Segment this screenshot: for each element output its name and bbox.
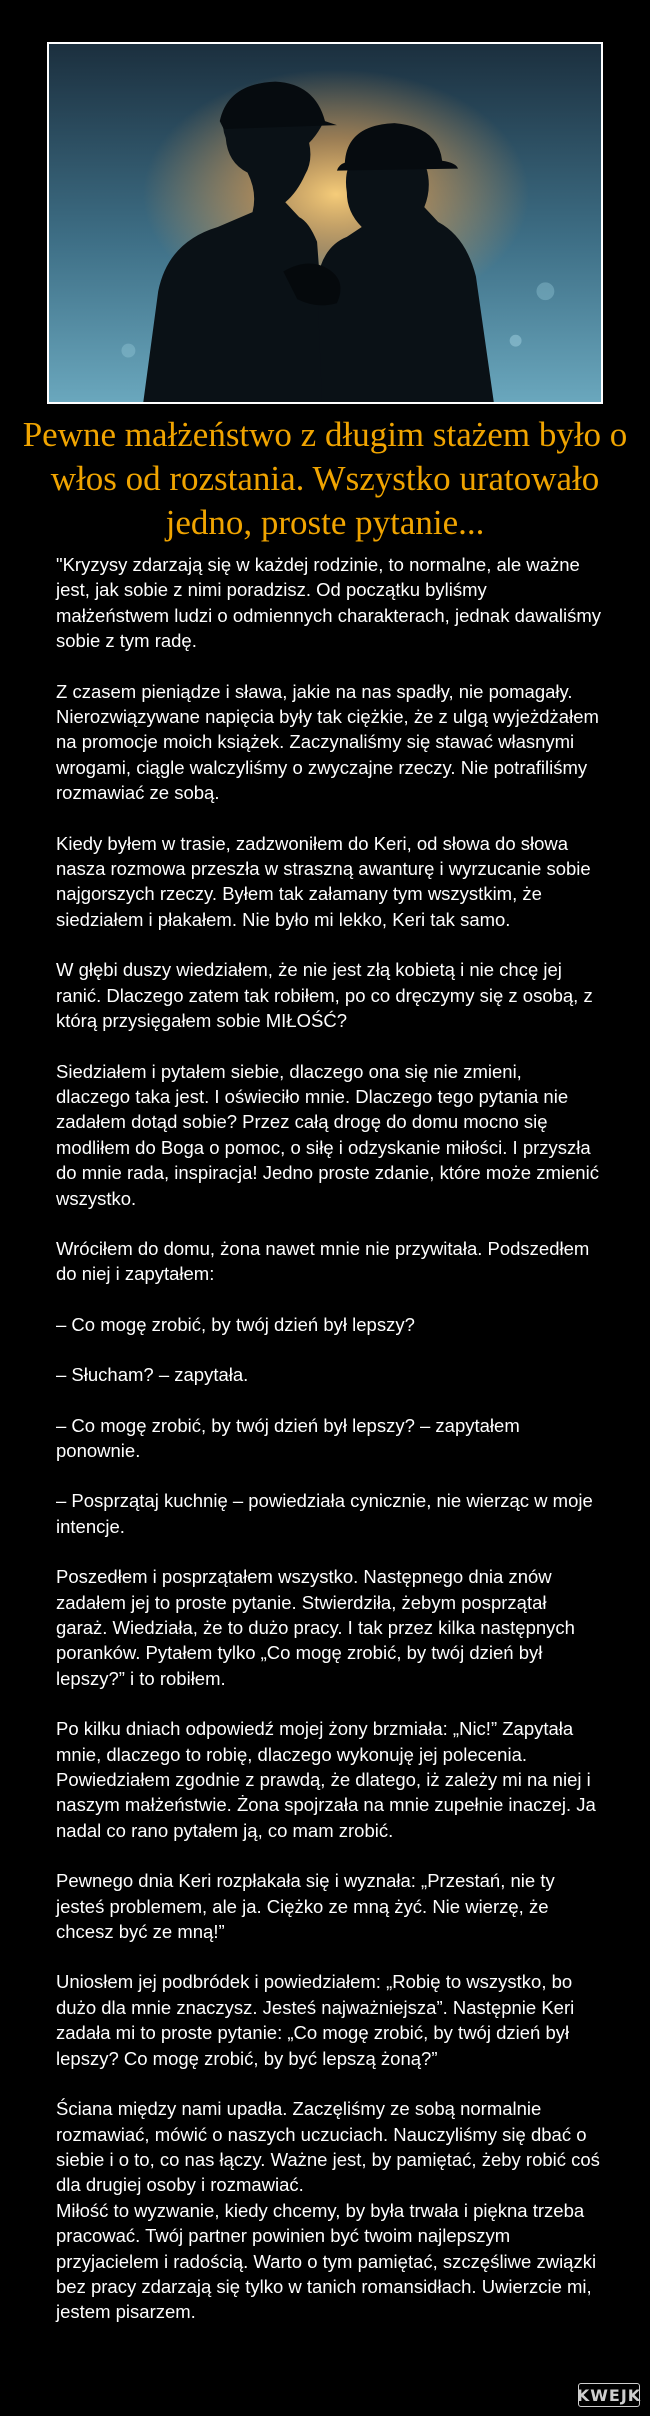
- paragraph: Siedziałem i pytałem siebie, dlaczego ona się nie zmieni, dlaczego taka jest. I oświeciło mnie. Dlaczego tego pytania nie zadałem dotąd sobie? Przez całą drogę do domu mocno się modliłem do Boga o pomoc, o siłę i odzyskanie miłości. I przyszła do mnie rada, inspiracja! Jedno proste zdanie, które może zmienić wszystko.: [56, 1060, 599, 1209]
- paragraph: "Kryzysy zdarzają się w każdej rodzinie, to normalne, ale ważne jest, jak sobie z nimi poradzisz. Od początku byliśmy małżeństwem ludzi o odmiennych charakterach, jednak dawaliśmy sobie z tym radę.: [56, 554, 601, 652]
- paragraph: – Co mogę zrobić, by twój dzień był lepszy?: [56, 1313, 415, 1335]
- paragraph: Pewnego dnia Keri rozpłakała się i wyznała: „Przestań, nie ty jesteś problemem, ale ja. Ciężko ze mną żyć. Nie wierzę, że chcesz być ze mną!”: [56, 1870, 555, 1943]
- paragraph: Z czasem pieniądze i sława, jakie na nas spadły, nie pomagały. Nierozwiązywane napięcia były tak ciężkie, że z ulgą wyjeżdżałem na promocje moich książek. Zaczynaliśmy się stawać własnymi wrogami, ciągle walczyliśmy o zwyczajne rzeczy. Nie potrafiliśmy rozmawiać ze sobą.: [56, 680, 599, 804]
- paragraph: Kiedy byłem w trasie, zadzwoniłem do Keri, od słowa do słowa nasza rozmowa przeszła w straszną awanturę i wyrzucanie sobie najgorszych rzeczy. Byłem tak załamany tym wszystkim, że siedziałem i płakałem. Nie było mi lekko, Keri tak samo.: [56, 832, 591, 930]
- paragraph: W głębi duszy wiedziałem, że nie jest złą kobietą i nie chcę jej ranić. Dlaczego zatem tak robiłem, po co dręczymy się z osobą, z którą przysięgałem sobie MIŁOŚĆ?: [56, 959, 593, 1032]
- couple-photo: [47, 42, 603, 404]
- couple-silhouette-photo-icon: [49, 44, 601, 402]
- paragraph: Wróciłem do domu, żona nawet mnie nie przywitała. Podszedłem do niej i zapytałem:: [56, 1237, 590, 1285]
- headline: Pewne małżeństwo z długim stażem było o włos od rozstania. Wszystko uratowało jedno, proste pytanie...: [22, 415, 628, 542]
- paragraph: – Co mogę zrobić, by twój dzień był lepszy? – zapytałem ponownie.: [56, 1414, 520, 1461]
- paragraph: – Słucham? – zapytała.: [56, 1364, 249, 1386]
- kwejk-logo[interactable]: KWEJK: [578, 2383, 640, 2407]
- paragraph: Poszedłem i posprzątałem wszystko. Następnego dnia znów zadałem jej to proste pytanie. Stwierdziła, żebym posprzątał garaż. Wiedziała, że to dużo pracy. I tak przez kilka następnych poranków. Pytałem tylko „Co mogę zrobić, by twój dzień był lepszy?” i to robiłem.: [56, 1566, 575, 1689]
- paragraph: Po kilku dniach odpowiedź mojej żony brzmiała: „Nic!” Zapytała mnie, dlaczego to robię, dlaczego wykonuję jej polecenia. Powiedziałem zgodnie z prawdą, że dlatego, iż zależy mi na niej i naszym małżeństwie. Żona spojrzała na mnie zupełnie inaczej. Ja nadal co rano pytałem ją, co mam zrobić.: [56, 1718, 596, 1841]
- paragraph: Uniosłem jej podbródek i powiedziałem: „Robię to wszystko, bo dużo dla mnie znaczysz. Jesteś najważniejsza”. Następnie Keri zadała mi to proste pytanie: „Co mogę zrobić, by twój dzień był lepszy? Co mogę zrobić, by być lepszą żoną?”: [56, 1971, 575, 2069]
- story-body: [56, 552, 601, 2325]
- paragraph: – Posprzątaj kuchnię – powiedziała cynicznie, nie wierząc w moje intencje.: [56, 1490, 593, 1537]
- paragraph: Ściana między nami upadła. Zaczęliśmy ze sobą normalnie rozmawiać, mówić o naszych uczuciach. Nauczyliśmy się dbać o siebie i o to, co nas łączy. Ważne jest, by pamiętać, żeby robić coś dla drugiej osoby i rozmawiać. Miłość to wyzwanie, kiedy chcemy, by była trwała i piękna trzeba pracować. Twój partner powinien być twoim najlepszym przyjacielem i radością. Warto o tym pamiętać, szczęśliwe związki bez pracy zdarzają się tylko w tanich romansidłach. Uwierzcie mi, jestem pisarzem.: [56, 2098, 600, 2323]
